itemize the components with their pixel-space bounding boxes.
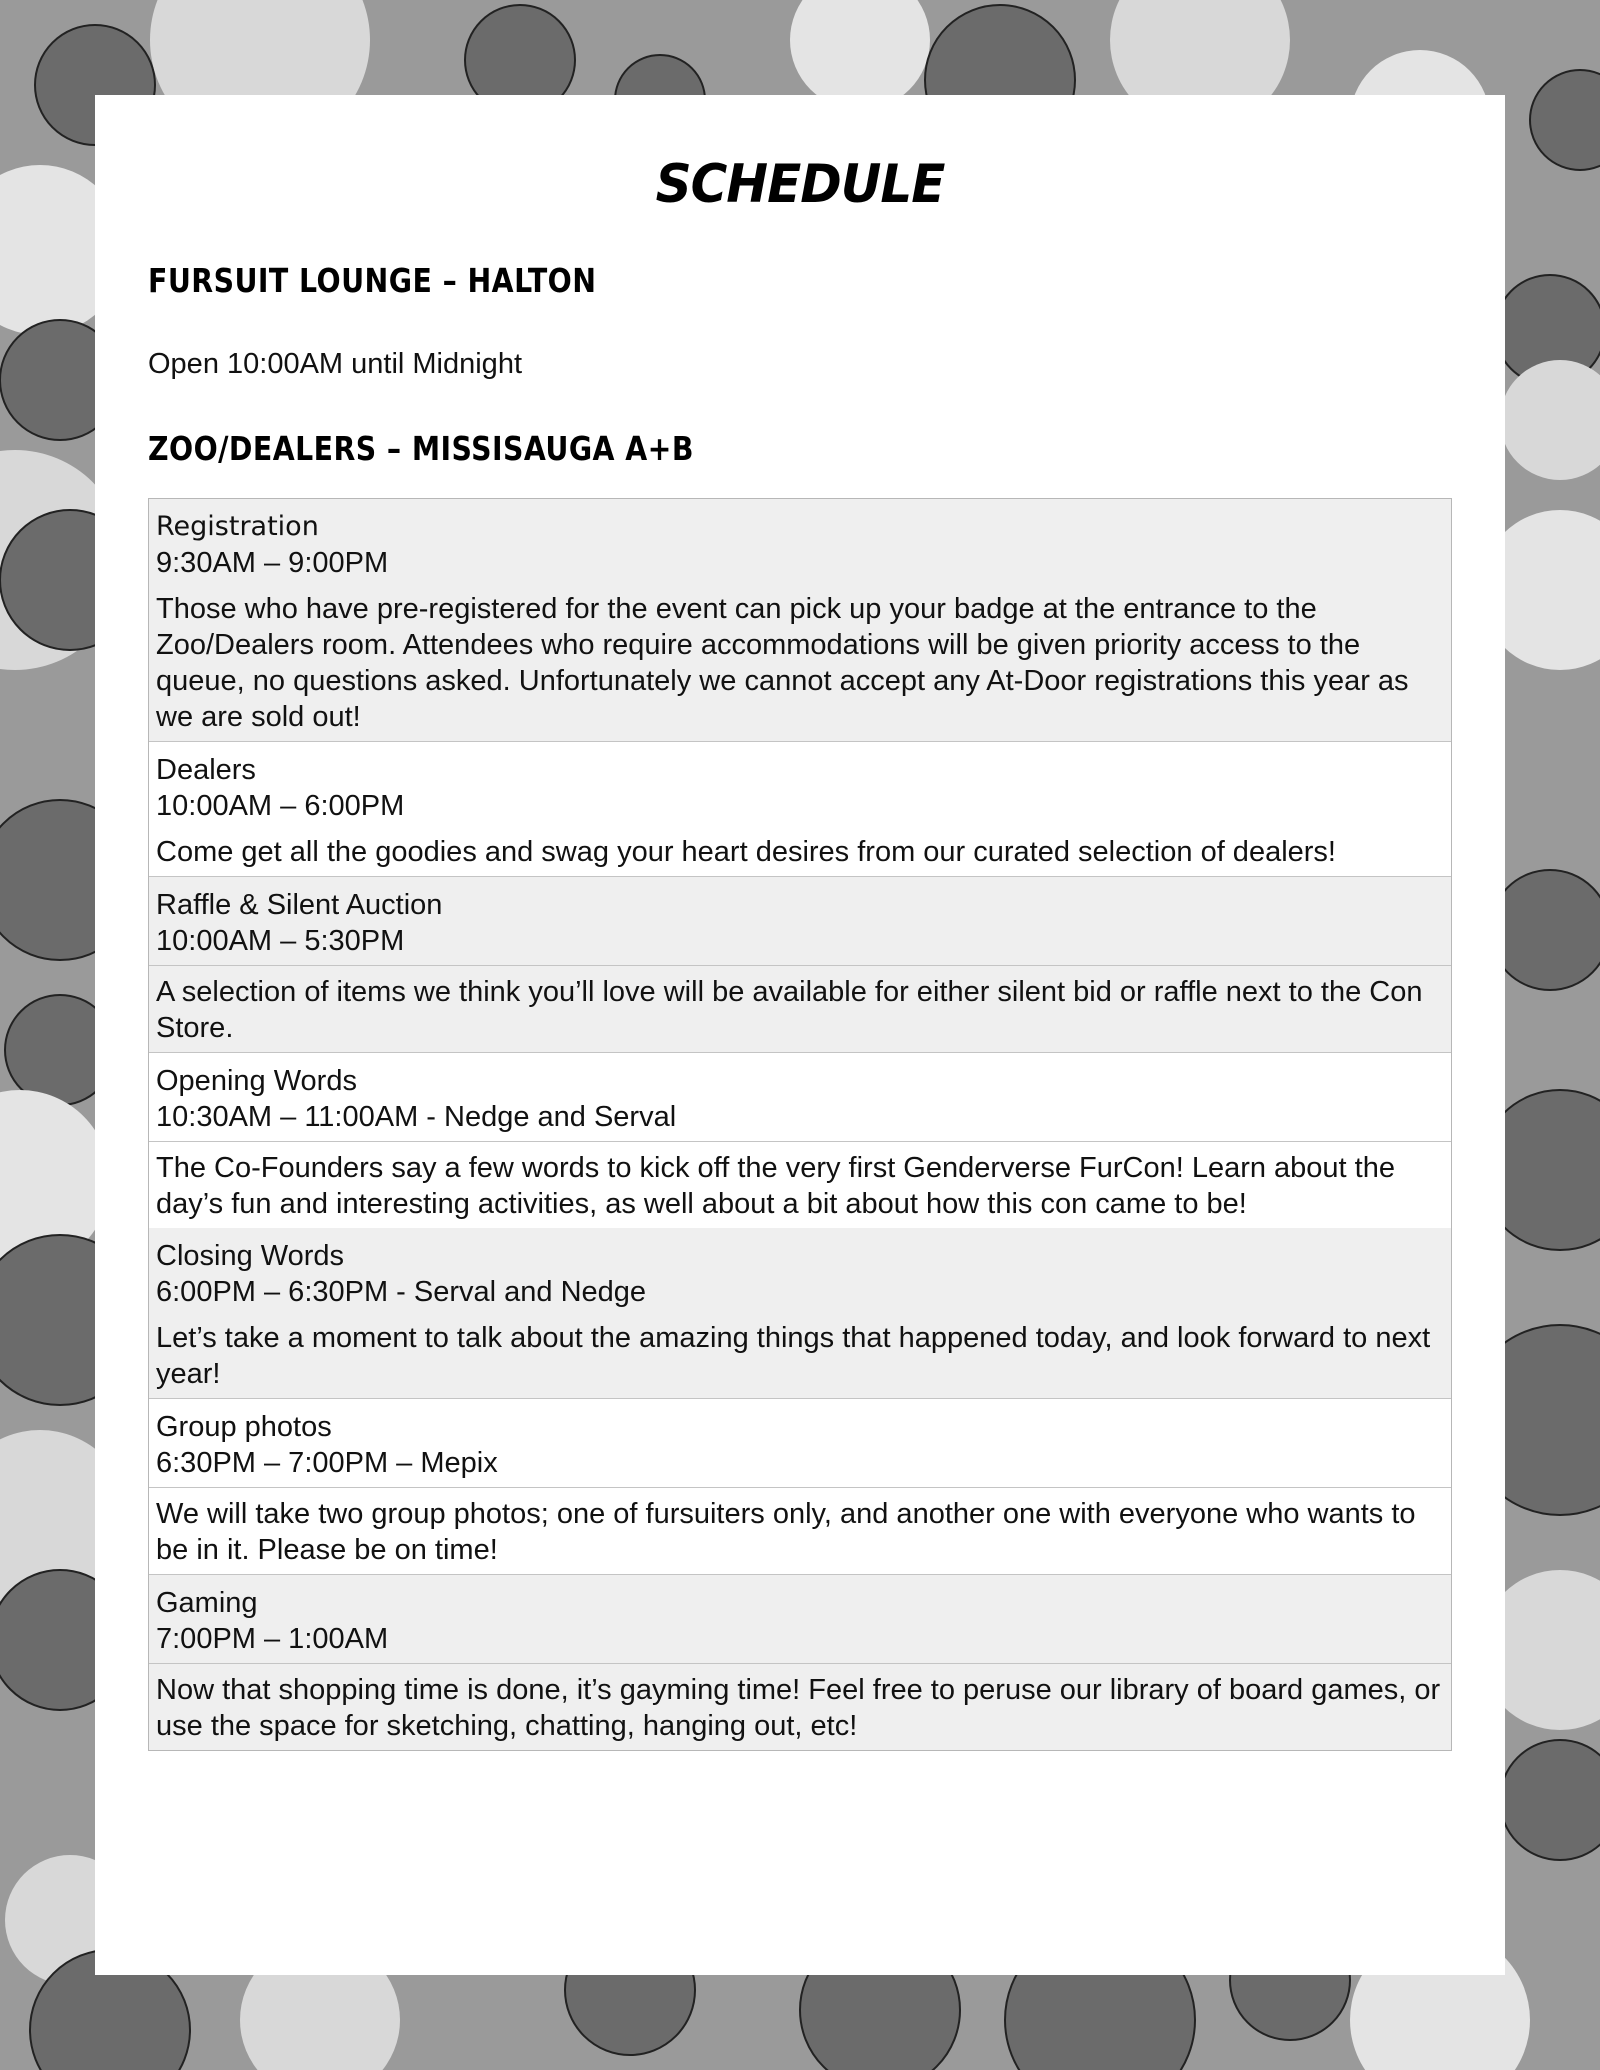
event-description: The Co-Founders say a few words to kick off the very first Genderverse FurCon! Learn about the day’s fun and interesting activities, as well about a bit about how this con came to be! [156,1152,1395,1220]
event-description: We will take two group photos; one of fursuiters only, and another one with everyone who wants to be in it. Please be on time! [149,1488,1451,1575]
event-time: 10:00AM – 6:00PM [156,790,405,822]
event-opening-words [149,1053,1451,1228]
event-description: A selection of items we think you’ll love will be available for either silent bid or raffle next to the Con Store. [149,966,1451,1053]
event-name: Gaming [156,1587,258,1619]
schedule-page [95,95,1505,1975]
page-title: SCHEDULE [655,153,945,215]
event-time: 10:30AM – 11:00AM - Nedge and Serval [156,1101,677,1133]
event-raffle [149,877,1451,1053]
schedule-table [148,498,1452,1751]
event-description: Come get all the goodies and swag your heart desires from our curated selection of dealers! [149,826,1451,877]
event-name: Opening Words [156,1065,357,1097]
section-heading-fursuit-lounge: FURSUIT LOUNGE – HALTON [148,261,597,300]
event-group-photos [149,1399,1451,1575]
event-closing-words [149,1228,1451,1399]
event-name: Group photos [156,1411,332,1443]
event-name: Closing Words [156,1240,345,1272]
fursuit-lounge-hours: Open 10:00AM until Midnight [148,348,522,380]
event-time: 7:00PM – 1:00AM [156,1623,389,1655]
event-name: Registration [156,511,319,542]
event-dealers [149,742,1451,877]
event-gaming [149,1575,1451,1750]
event-description: Let’s take a moment to talk about the amazing things that happened today, and look forward to next year! [149,1312,1451,1399]
event-time: 10:00AM – 5:30PM [156,925,405,957]
event-time: 9:30AM – 9:00PM [156,547,389,579]
event-time: 6:00PM – 6:30PM - Serval and Nedge [156,1276,647,1308]
event-description: Those who have pre-registered for the event can pick up your badge at the entrance to the Zoo/Dealers room. Attendees who require accommodations will be given priority access to the queue, no questions asked. Unfortunately we cannot accept any At-Door registrations this year as we are sold out! [149,583,1451,742]
section-heading-zoo-dealers: ZOO/DEALERS – MISSISAUGA A+B [148,429,694,468]
event-time: 6:30PM – 7:00PM – Mepix [156,1447,498,1479]
event-name: Raffle & Silent Auction [156,889,443,921]
event-name: Dealers [156,754,256,786]
event-description: Now that shopping time is done, it’s gayming time! Feel free to peruse our library of board games, or use the space for sketching, chatting, hanging out, etc! [156,1674,1441,1742]
event-registration [149,499,1451,742]
